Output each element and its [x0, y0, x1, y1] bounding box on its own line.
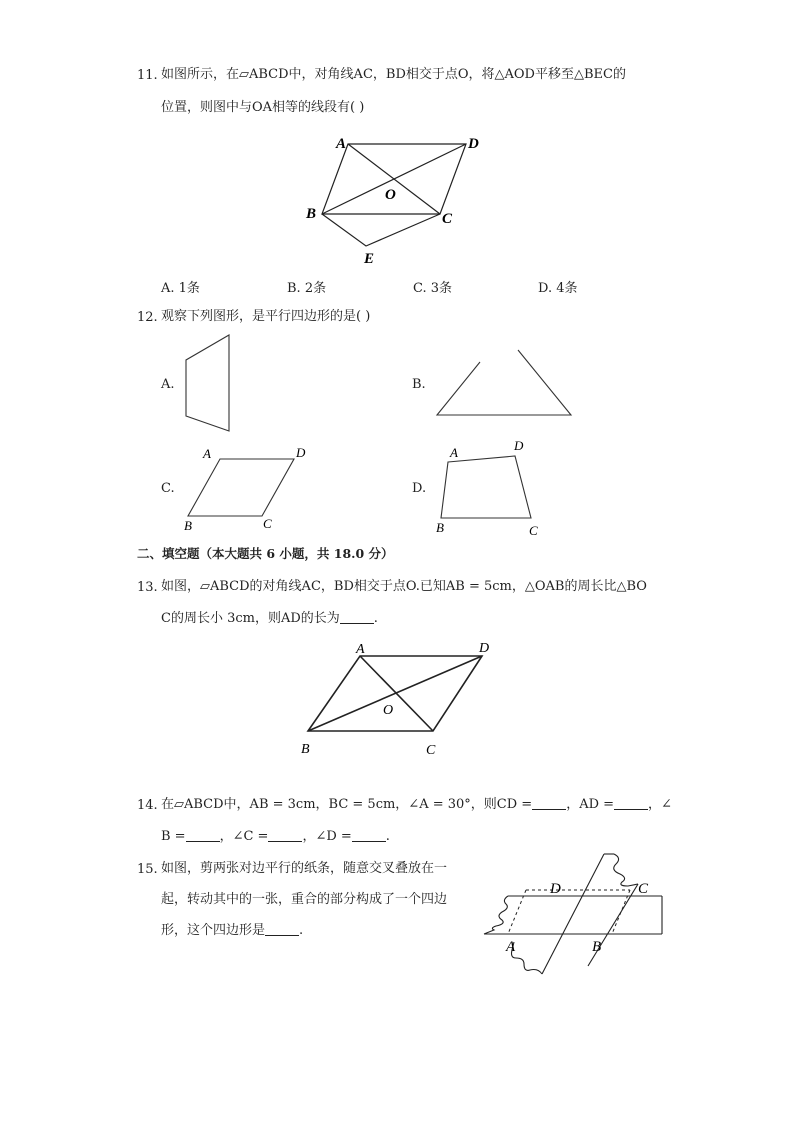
q14-text-line1-b: ，AD =	[566, 797, 615, 812]
q12-option-b-label: B.	[412, 377, 426, 392]
q15-label-c: C	[638, 881, 649, 897]
q14-text-line2	[161, 828, 390, 846]
q15-text-line3-main: 形，这个四边形是	[161, 923, 266, 938]
q15-text-line1: 如图，剪两张对边平行的纸条，随意交叉叠放在一	[161, 861, 448, 876]
q14-blank-c[interactable]	[268, 828, 302, 842]
q14-text-line2-a: B =	[161, 829, 186, 844]
q13-text-line2-end: .	[373, 611, 378, 626]
q11-option-c: C. 3条	[413, 281, 453, 296]
q11-label-c: C	[442, 211, 453, 227]
q12-figure-c	[180, 440, 320, 538]
q14-text-line2-c: ，∠D =	[302, 829, 352, 844]
q15-text-line3-end: .	[299, 923, 304, 938]
section-fill-in-title: 二、填空题（本大题共 6 小题，共 18.0 分）	[137, 546, 394, 561]
q12c-label-a: A	[203, 446, 211, 461]
q14-blank-ad[interactable]	[614, 796, 648, 810]
q11-number: 11.	[137, 68, 158, 83]
q13-label-c: C	[426, 743, 436, 758]
q14-blank-d[interactable]	[352, 828, 386, 842]
q13-number: 13.	[137, 580, 158, 595]
q12-option-d-label: D.	[412, 481, 427, 496]
q14-text-line2-b: ，∠C =	[219, 829, 269, 844]
q14-text-line1	[161, 796, 672, 814]
q12c-label-c: C	[263, 516, 272, 531]
q11-option-d: D. 4条	[538, 281, 578, 296]
q15-number: 15.	[137, 862, 158, 877]
q12d-label-b: B	[436, 520, 444, 535]
q12d-label-d: D	[514, 438, 524, 453]
q15-text-line2: 起，转动其中的一张，重合的部分构成了一个四边	[161, 892, 448, 907]
q11-option-a: A. 1条	[161, 281, 200, 296]
q12d-label-c: C	[529, 523, 538, 538]
q15-answer-blank[interactable]	[265, 922, 299, 936]
q12-figure-a	[180, 332, 240, 434]
q14-text-line2-d: .	[385, 829, 390, 844]
q13-text-line2	[161, 610, 378, 628]
q11-label-a: A	[336, 136, 347, 152]
q12c-label-d: D	[296, 445, 306, 460]
q11-text-line2: 位置，则图中与OA相等的线段有( )	[161, 100, 365, 115]
q12-option-c-label: C.	[161, 481, 175, 496]
q14-text-line1-c: ，∠	[648, 797, 672, 812]
q11-option-b: B. 2条	[287, 281, 327, 296]
q14-blank-cd[interactable]	[532, 796, 566, 810]
q14-number: 14.	[137, 798, 158, 813]
q12-text: 观察下列图形，是平行四边形的是( )	[161, 309, 371, 324]
q11-text-line1: 如图所示，在▱ABCD中，对角线AC，BD相交于点O，将△AOD平移至△BEC的	[161, 67, 626, 82]
q14-blank-b[interactable]	[186, 828, 220, 842]
q14-text-line1-a: 在▱ABCD中，AB = 3cm，BC = 5cm，∠A = 30°，则CD =	[161, 797, 533, 812]
q13-text-line1: 如图，▱ABCD的对角线AC，BD相交于点O.已知AB = 5cm，△OAB的周长比△BO	[161, 579, 647, 594]
q12-number: 12.	[137, 310, 158, 325]
q11-figure	[300, 130, 500, 270]
q13-text-line2-main: C的周长小 3cm，则AD的长为	[161, 611, 340, 626]
q15-label-a: A	[506, 939, 516, 955]
q11-label-b: B	[306, 206, 317, 222]
q13-label-a: A	[356, 642, 365, 657]
q15-label-b: B	[592, 939, 602, 955]
q12c-label-b: B	[184, 518, 192, 533]
q12-figure-b	[432, 345, 577, 420]
q13-label-o: O	[383, 703, 394, 718]
q11-label-d: D	[468, 136, 479, 152]
q15-text-line3	[161, 922, 303, 940]
q11-label-e: E	[364, 251, 375, 267]
q15-figure	[478, 850, 668, 976]
q13-label-b: B	[301, 742, 310, 757]
q13-figure	[298, 636, 498, 760]
q13-label-d: D	[479, 641, 490, 656]
q12-figure-d	[432, 435, 547, 540]
q12-option-a-label: A.	[161, 377, 175, 392]
q11-label-o: O	[385, 187, 396, 203]
q13-answer-blank[interactable]	[340, 610, 374, 624]
q12d-label-a: A	[450, 445, 458, 460]
q15-label-d: D	[550, 881, 561, 897]
